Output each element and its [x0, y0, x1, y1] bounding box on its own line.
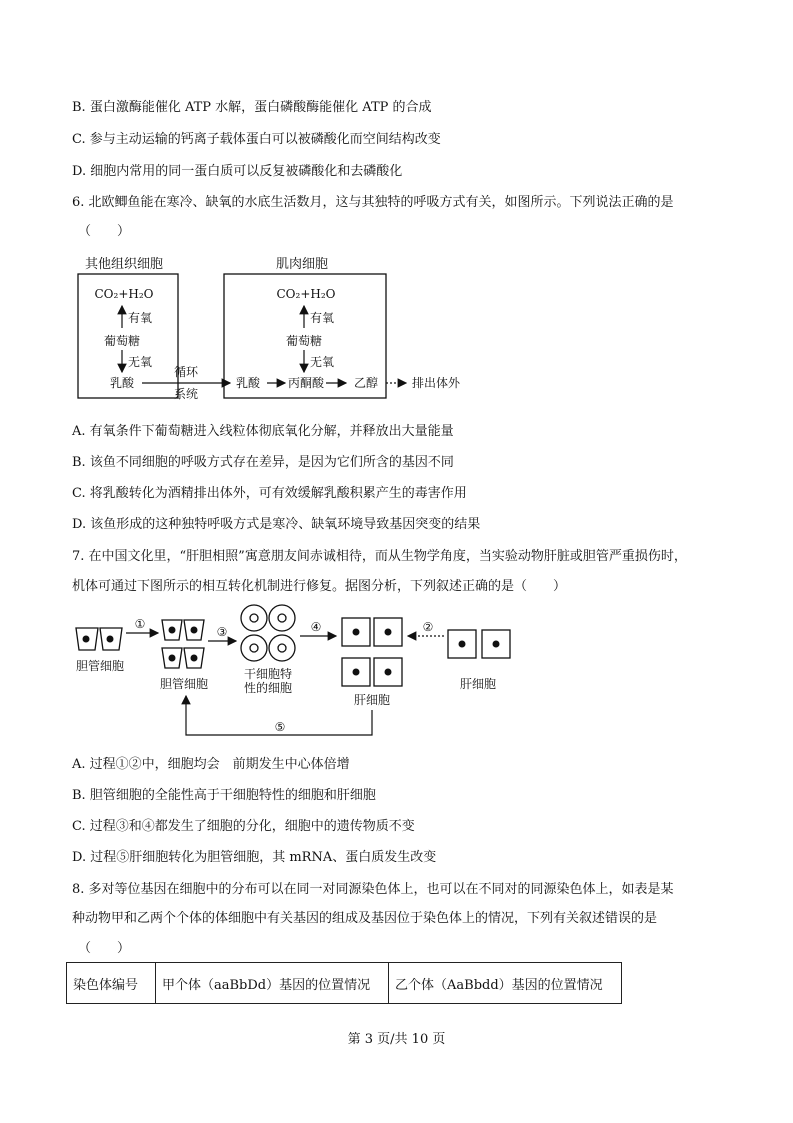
- process-1-label: ①: [134, 617, 146, 631]
- bile-duct-label-middle: 胆管细胞: [159, 677, 209, 691]
- q6-answer-paren: （ ）: [78, 224, 131, 239]
- table-header-individual-b: 乙个体（AaBbdd）基因的位置情况: [389, 963, 622, 1004]
- gene-position-table: [66, 962, 622, 1004]
- q7-stem-line1: 7. 在中国文化里，“肝胆相照”寓意朋友间赤诚相待，而从生物学角度，当实验动物肝脏或胆管严重损伤时，: [72, 549, 687, 564]
- circulation-label-2: 系统: [173, 387, 199, 401]
- cell-conversion-diagram: [70, 600, 530, 745]
- bile-duct-label-left: 胆管细胞: [75, 659, 125, 673]
- process-4-label: ④: [310, 620, 322, 634]
- q7-stem-line2: 机体可通过下图所示的相互转化机制进行修复。据图分析，下列叙述正确的是（ ）: [72, 579, 567, 594]
- q8-answer-paren: （ ）: [78, 941, 131, 956]
- q7-option-d: D. 过程⑤肝细胞转化为胆管细胞，其 mRNA、蛋白质发生改变: [72, 850, 437, 865]
- muscle-cells-title: 肌肉细胞: [275, 257, 329, 272]
- other-co2-h2o: CO₂+H₂O: [94, 287, 154, 301]
- q6-option-a: A. 有氧条件下葡萄糖进入线粒体彻底氧化分解，并释放出大量能量: [72, 424, 454, 439]
- liver-label-right: 肝细胞: [459, 677, 497, 691]
- muscle-anaerobic-label: 无氧: [310, 355, 335, 369]
- q7-option-b: B. 胆管细胞的全能性高于干细胞特性的细胞和肝细胞: [72, 788, 376, 803]
- q6-option-c: C. 将乳酸转化为酒精排出体外，可有效缓解乳酸积累产生的毒害作用: [72, 486, 467, 501]
- table-row: [67, 963, 622, 1004]
- respiration-diagram: [72, 250, 512, 410]
- stem-like-label-1: 干细胞特: [243, 667, 293, 681]
- q8-stem-line2: 种动物甲和乙两个个体的体细胞中有关基因的组成及基因位于染色体上的情况，下列有关叙述错误的是: [72, 911, 658, 926]
- muscle-co2-h2o: CO₂+H₂O: [276, 287, 336, 301]
- q8-stem-line1: 8. 多对等位基因在细胞中的分布可以在同一对同源染色体上，也可以在不同对的同源染色体上，如表是某: [72, 882, 674, 897]
- stem-like-label-2: 性的细胞: [243, 681, 293, 695]
- excrete-label: 排出体外: [412, 376, 461, 390]
- bile-duct-cells-middle: [162, 620, 204, 668]
- q7-option-a: A. 过程①②中，细胞均会 前期发生中心体倍增: [72, 757, 350, 772]
- table-header-chromosome: 染色体编号: [67, 963, 156, 1004]
- circulation-label-1: 循环: [173, 365, 199, 379]
- muscle-lactic-acid: 乳酸: [235, 376, 261, 390]
- q6-stem: 6. 北欧鲫鱼能在寒冷、缺氧的水底生活数月，这与其独特的呼吸方式有关，如图所示。下列说法正确的是: [72, 195, 674, 210]
- other-glucose: 葡萄糖: [103, 334, 141, 348]
- muscle-aerobic-label: 有氧: [310, 311, 335, 325]
- other-lactic-acid: 乳酸: [109, 376, 135, 390]
- process-2-label: ②: [422, 620, 434, 634]
- process-5-label: ⑤: [274, 720, 286, 734]
- q6-option-b: B. 该鱼不同细胞的呼吸方式存在差异，是因为它们所含的基因不同: [72, 455, 454, 470]
- q6-option-d: D. 该鱼形成的这种独特呼吸方式是寒冷、缺氧环境导致基因突变的结果: [72, 517, 481, 532]
- liver-cells-middle: [342, 618, 402, 686]
- table-header-individual-a: 甲个体（aaBbDd）基因的位置情况: [156, 963, 389, 1004]
- other-anaerobic-label: 无氧: [128, 355, 153, 369]
- q5-option-c: C. 参与主动运输的钙离子载体蛋白可以被磷酸化而空间结构改变: [72, 132, 441, 147]
- q5-option-d: D. 细胞内常用的同一蛋白质可以反复被磷酸化和去磷酸化: [72, 164, 403, 179]
- muscle-ethanol: 乙醇: [353, 376, 379, 390]
- other-cells-title: 其他组织细胞: [84, 257, 164, 272]
- other-aerobic-label: 有氧: [128, 311, 153, 325]
- muscle-pyruvate: 丙酮酸: [287, 376, 325, 390]
- q7-option-c: C. 过程③和④都发生了细胞的分化，细胞中的遗传物质不变: [72, 819, 415, 834]
- process-3-label: ③: [216, 625, 228, 639]
- liver-cells-right: [448, 630, 510, 658]
- page-footer: 第 3 页/共 10 页: [347, 1032, 446, 1047]
- liver-label-middle: 肝细胞: [353, 693, 391, 707]
- stem-like-cells: [241, 605, 295, 661]
- muscle-glucose: 葡萄糖: [285, 334, 323, 348]
- bile-duct-cells-left: [76, 628, 122, 650]
- q5-option-b: B. 蛋白激酶能催化 ATP 水解，蛋白磷酸酶能催化 ATP 的合成: [72, 100, 432, 115]
